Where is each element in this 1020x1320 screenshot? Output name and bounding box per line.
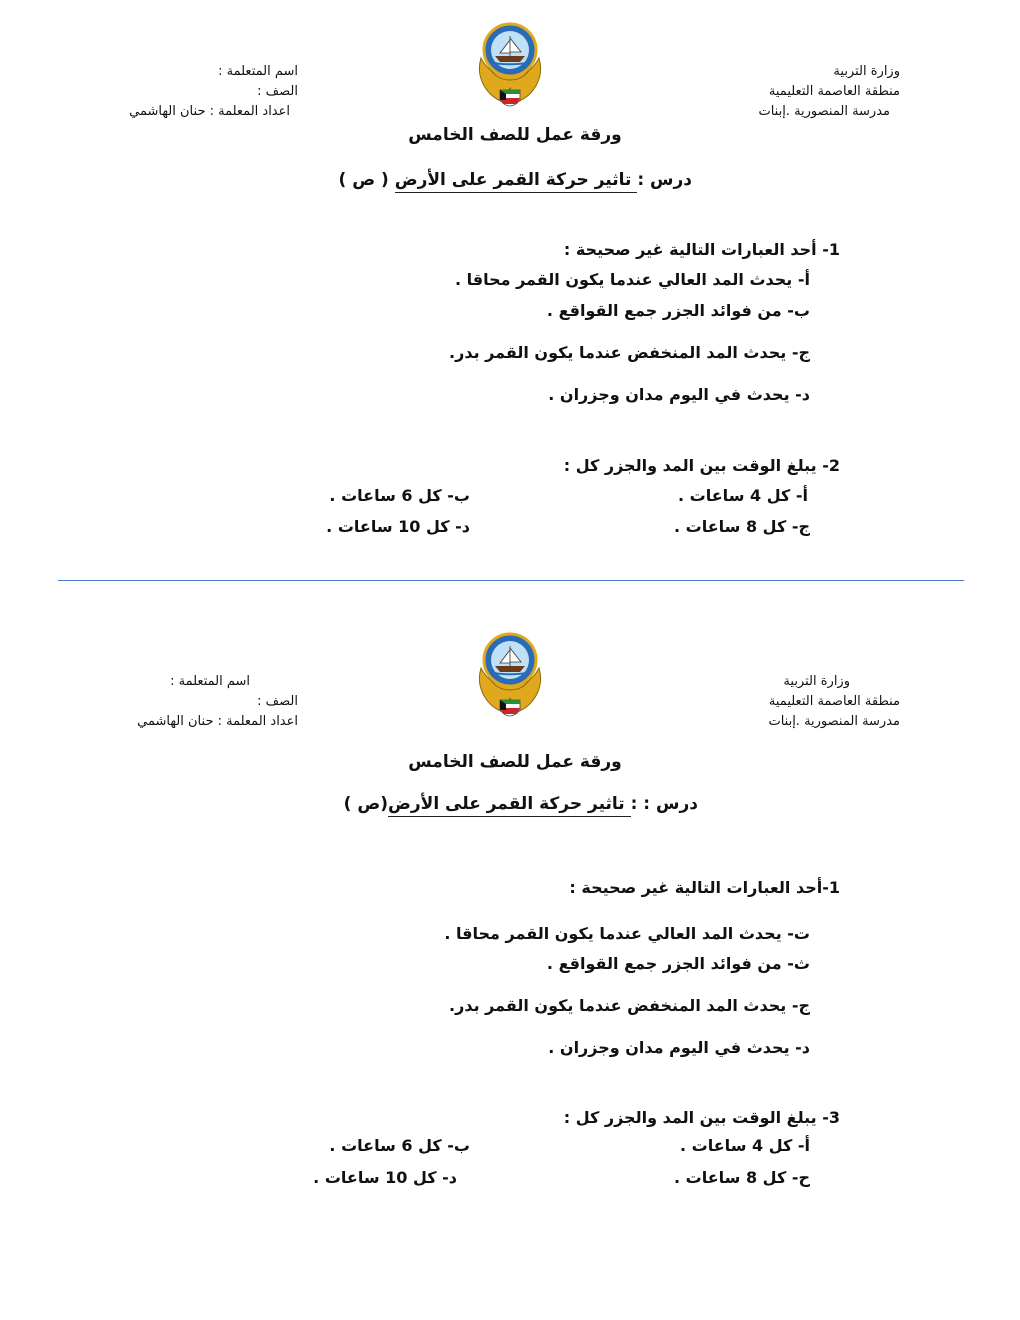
question-1: 1- أحد العبارات التالية غير صحيحة : [563, 240, 840, 259]
q1-option-c: ج- يحدث المد المنخفض عندما يكون القمر بدر. [449, 343, 810, 362]
student-name-label: اسم المتعلمة : [218, 64, 298, 79]
q3-option-d: د- كل 10 ساعات . [313, 1168, 457, 1187]
question-1-b: 1-أحد العبارات التالية غير صحيحة : [569, 878, 840, 897]
q3-option-c: ح- كل 8 ساعات . [673, 1168, 810, 1187]
lesson-title: تاثير حركة القمر على الأرض [395, 170, 638, 193]
sheet-divider [58, 580, 964, 581]
district-label-2: منطقة العاصمة التعليمية [768, 694, 900, 709]
lesson-page: ( ص ) [338, 170, 389, 190]
q1-option-a: أ- يحدث المد العالي عندما يكون القمر محاقا . [454, 270, 810, 289]
q2-option-d: د- كل 10 ساعات . [326, 517, 470, 536]
q1b-option-a: ت- يحدث المد العالي عندما يكون القمر محاقا . [444, 924, 810, 943]
q1-option-b: ب- من فوائد الجزر جمع القواقع . [546, 301, 810, 320]
q1b-option-c: ج- يحدث المد المنخفض عندما يكون القمر بدر. [449, 996, 810, 1015]
class-label-2: الصف : [257, 694, 298, 709]
q2-option-a: أ- كل 4 ساعات . [678, 486, 808, 505]
q1b-option-d: د- يحدث في اليوم مدان وجزران . [548, 1038, 810, 1057]
q1b-option-b: ث- من فوائد الجزر جمع القواقع . [546, 954, 810, 973]
question-3: 3- يبلغ الوقت بين المد والجزر كل : [563, 1108, 840, 1127]
lesson-line-2 [322, 794, 698, 814]
lesson-prefix: درس : [637, 170, 692, 190]
worksheet-title: ورقة عمل للصف الخامس [408, 125, 622, 145]
lesson-page-2: (ص ) [343, 794, 388, 814]
kuwait-emblem-icon-2 [473, 628, 547, 724]
worksheet-title-2: ورقة عمل للصف الخامس [408, 752, 622, 772]
school-label: مدرسة المنصورية .إبنات [758, 104, 890, 119]
q3-option-b: ب- كل 6 ساعات . [329, 1136, 470, 1155]
ministry-label-2: وزارة التربية [783, 674, 850, 689]
district-label: منطقة العاصمة التعليمية [768, 84, 900, 99]
lesson-line [330, 170, 692, 190]
lesson-prefix-2: درس : : [630, 794, 698, 814]
ministry-label: وزارة التربية [833, 64, 900, 79]
q2-option-b: ب- كل 6 ساعات . [329, 486, 470, 505]
student-name-label-2: اسم المتعلمة : [170, 674, 250, 689]
kuwait-emblem-icon [473, 18, 547, 114]
q3-option-a: أ- كل 4 ساعات . [680, 1136, 810, 1155]
class-label: الصف : [257, 84, 298, 99]
question-2: 2- يبلغ الوقت بين المد والجزر كل : [563, 456, 840, 475]
q1-option-d: د- يحدث في اليوم مدان وجزران . [548, 385, 810, 404]
lesson-title-2: تاثير حركة القمر على الأرض [388, 794, 631, 817]
prepared-by-label-2: اعداد المعلمة : حنان الهاشمي [137, 714, 298, 729]
school-label-2: مدرسة المنصورية .إبنات [768, 714, 900, 729]
prepared-by-label: اعداد المعلمة : حنان الهاشمي [129, 104, 290, 119]
q2-option-c: ج- كل 8 ساعات . [673, 517, 810, 536]
